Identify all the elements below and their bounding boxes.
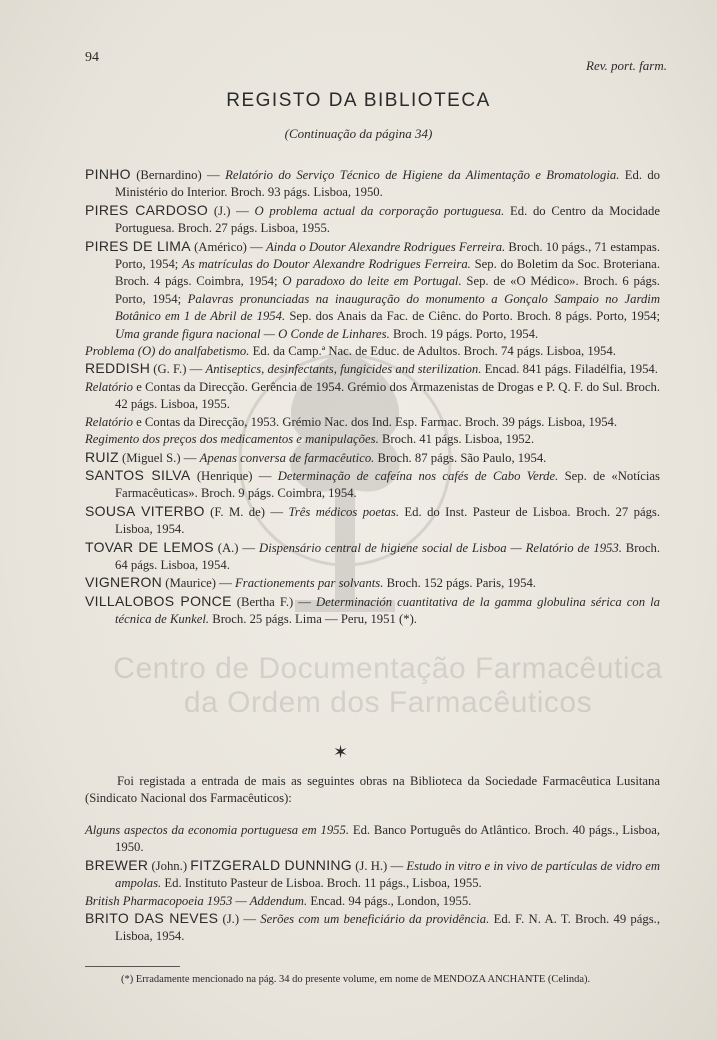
bibliography-entry: [85, 431, 660, 448]
bibliography-entry: [85, 202, 660, 238]
bibliography-entry: [85, 822, 660, 857]
entry-details: Broch. 19 págs. Porto, 1954.: [389, 326, 539, 341]
entry-author-details: (John.): [151, 858, 191, 873]
entry-coauthor: FITZGERALD DUNNING: [190, 856, 352, 873]
entry-details: Ed. da Camp.ª Nac. de Educ. de Adultos. Broch. 74 págs. Lisboa, 1954.: [249, 344, 616, 359]
entry-details: Encad. 94 págs., London, 1955.: [307, 893, 472, 908]
entry-details: Broch. 87 págs. São Paulo, 1954.: [374, 450, 547, 465]
entry-title: Relatório do Serviço Técnico de Higiene da Alimentação e Bromatologia.: [225, 168, 620, 182]
entry-author: VILLALOBOS PONCE: [85, 592, 232, 609]
entry-title: Uma grande figura nacional — O Conde de Linhares.: [115, 326, 390, 341]
page-title: REGISTO DA BIBLIOTECA: [226, 90, 491, 111]
bibliography-entry: [85, 414, 660, 431]
entry-author-details: (G. F.) —: [153, 362, 206, 377]
entry-title: Serões com um beneficiário da providência.: [260, 912, 490, 927]
entry-details: Ed. do Inst. Pasteur de Lisboa. Broch. 27 págs. Lisboa, 1954.: [115, 504, 661, 537]
entry-title: Relatório: [85, 414, 133, 429]
entry-author-details: (Maurice) —: [165, 576, 236, 591]
entry-author: PIRES DE LIMA: [85, 237, 191, 254]
entry-details: Sep. de «Notícias Farmacêuticas». Broch. 9 págs. Coimbra, 1954.: [115, 468, 660, 501]
entry-author: SANTOS SILVA: [85, 466, 191, 483]
entry-title: Alguns aspectos da economia portuguesa em 1955.: [85, 823, 350, 837]
section-separator: ✶: [333, 742, 349, 762]
page-subtitle: (Continuação da página 34): [284, 126, 433, 141]
entry-author: RUIZ: [85, 448, 119, 465]
entry-title: O problema actual da corporação portuguesa.: [254, 203, 505, 218]
entry-details: Sep. do Boletim da Soc. Broteriana. Broch. 4 págs. Coimbra, 1954;: [115, 257, 660, 289]
entry-details: Sep. dos Anais da Fac. de Ciênc. do Porto. Broch. 8 págs. Porto, 1954;: [285, 309, 660, 324]
bibliography-list-2: [85, 822, 660, 946]
bibliography-entry: [85, 593, 660, 629]
entry-details: e Contas da Direcção, 1953. Grémio Nac. dos Ind. Esp. Farmac. Broch. 39 págs. Lisboa, 1954.: [132, 414, 618, 429]
entry-author-details: (J.) —: [213, 203, 255, 218]
entry-details: Encad. 841 págs. Filadélfia, 1954.: [481, 362, 658, 377]
entry-details: Sep. de «O Médico». Broch. 6 págs. Porto, 1954;: [115, 274, 660, 306]
footnote: (*) Erradamente mencionado na pág. 34 do presente volume, em nome de MENDOZA ANCHANTE (Celinda).: [121, 974, 591, 985]
running-head: Rev. port. farm.: [586, 58, 667, 73]
entry-details: Ed. Banco Português do Atlântico. Broch. 40 págs., Lisboa, 1950.: [115, 823, 660, 855]
entry-author: PINHO: [85, 166, 131, 182]
bibliography-entry: [85, 539, 660, 575]
bibliography-entry: [85, 343, 660, 360]
entry-title: Regimento dos preços dos medicamentos e manipulações.: [85, 432, 379, 447]
entry-author-details: (F. M. de) —: [210, 504, 289, 519]
entry-title: Antiseptics, desinfectants, fungicides and sterilization.: [205, 362, 482, 377]
entry-details: Ed. F. N. A. T. Broch. 49 págs., Lisboa, 1954.: [115, 912, 661, 944]
bibliography-entry: [85, 238, 660, 343]
bibliography-list: [85, 166, 660, 629]
entry-title: As matrículas do Doutor Alexandre Rodrigues Ferreira.: [182, 257, 471, 272]
entry-title: Dispensário central de higiene social de Lisboa — Relatório de 1953.: [259, 540, 622, 555]
bibliography-entry: [85, 910, 660, 946]
entry-title: Determinación cuantitativa de la gamma globulina sérica con la técnica de Kunkel.: [115, 594, 661, 627]
entry-details: Ed. Instituto Pasteur de Lisboa. Broch. 11 págs., Lisboa, 1955.: [161, 876, 482, 891]
watermark-line-1: Centro de Documentação Farmacêutica: [113, 652, 663, 685]
entry-author-details: (J.) —: [222, 912, 261, 927]
entry-title: Determinação de cafeína nos cafés de Cabo Verde.: [277, 468, 559, 483]
entry-author-details: (Henrique) —: [196, 468, 278, 483]
entry-author-details: (Bertha F.) —: [236, 594, 317, 609]
entry-title: British Pharmacopoeia 1953 — Addendum.: [85, 893, 308, 908]
bibliography-entry: [85, 503, 660, 539]
watermark-text: [88, 652, 688, 720]
entry-title: O paradoxo do leite em Portugal.: [282, 274, 462, 289]
entry-author: PIRES CARDOSO: [85, 201, 209, 218]
bibliography-entry: [85, 574, 660, 592]
entry-author-details: (Miguel S.) —: [122, 450, 200, 465]
bibliography-entry: [85, 893, 660, 910]
intro-paragraph: Foi registada a entrada de mais as seguintes obras na Biblioteca da Sociedade Farmacêutica Lusitana (Sindicato Nacional dos Farmacêuticos):: [85, 774, 660, 806]
entry-details: Broch. 10 págs., 71 estampas. Porto, 1954;: [115, 239, 660, 272]
entry-author: BRITO DAS NEVES: [85, 910, 219, 927]
entry-details: Ed. do Centro da Mocidade Portuguesa. Broch. 27 págs. Lisboa, 1955.: [115, 203, 661, 236]
entry-author-details: (A.) —: [217, 540, 260, 555]
entry-details: Ed. do Ministério do Interior. Broch. 93 págs. Lisboa, 1950.: [115, 168, 661, 200]
page-number: 94: [85, 50, 99, 65]
entry-title: Problema (O) do analfabetismo.: [85, 344, 250, 359]
entry-author-details: (Américo) —: [194, 239, 266, 254]
entry-author: VIGNERON: [85, 574, 163, 591]
entry-title: Ainda o Doutor Alexandre Rodrigues Ferreira.: [265, 239, 506, 254]
entry-author-details: (Bernardino) —: [136, 168, 226, 182]
entry-details: e Contas da Direcção. Gerência de 1954. Grémio dos Armazenistas de Drogas e P. Q. F. do Sul. Broch. 42 págs. Lisboa, 1955.: [115, 379, 660, 412]
bibliography-entry: [85, 360, 660, 378]
entry-title: Relatório: [85, 379, 133, 394]
entry-title: Estudo in vitro e in vivo de partículas de vidro em ampolas.: [115, 858, 661, 891]
entry-author: TOVAR DE LEMOS: [85, 538, 214, 555]
bibliography-entry: [85, 857, 660, 893]
bibliography-entry: [85, 379, 660, 414]
entry-author: REDDISH: [85, 360, 151, 377]
bibliography-entry: [85, 467, 660, 503]
footnote-rule: [85, 966, 180, 967]
entry-title: Três médicos poetas.: [288, 504, 400, 519]
entry-details: Broch. 25 págs. Lima — Peru, 1951 (*).: [209, 612, 417, 627]
entry-title: Palavras pronunciadas na inauguração do monumento a Gonçalo Sampaio no Jardim Botânico em 1 de Abril de 1954.: [115, 291, 660, 324]
entry-details: Broch. 41 págs. Lisboa, 1952.: [378, 432, 535, 447]
entry-details: Broch. 64 págs. Lisboa, 1954.: [115, 540, 660, 572]
watermark-line-2: da Ordem dos Farmacêuticos: [183, 686, 593, 719]
entry-title: Apenas conversa de farmacêutico.: [199, 450, 375, 465]
entry-details: Broch. 152 págs. Paris, 1954.: [383, 576, 536, 591]
bibliography-entry: [85, 166, 660, 202]
entry-title: Fractionements par solvants.: [235, 576, 384, 591]
entry-coauthor-details: (J. H.) —: [355, 858, 407, 873]
bibliography-entry: [85, 449, 660, 467]
entry-author: BREWER: [85, 856, 149, 873]
entry-author: SOUSA VITERBO: [85, 502, 205, 519]
